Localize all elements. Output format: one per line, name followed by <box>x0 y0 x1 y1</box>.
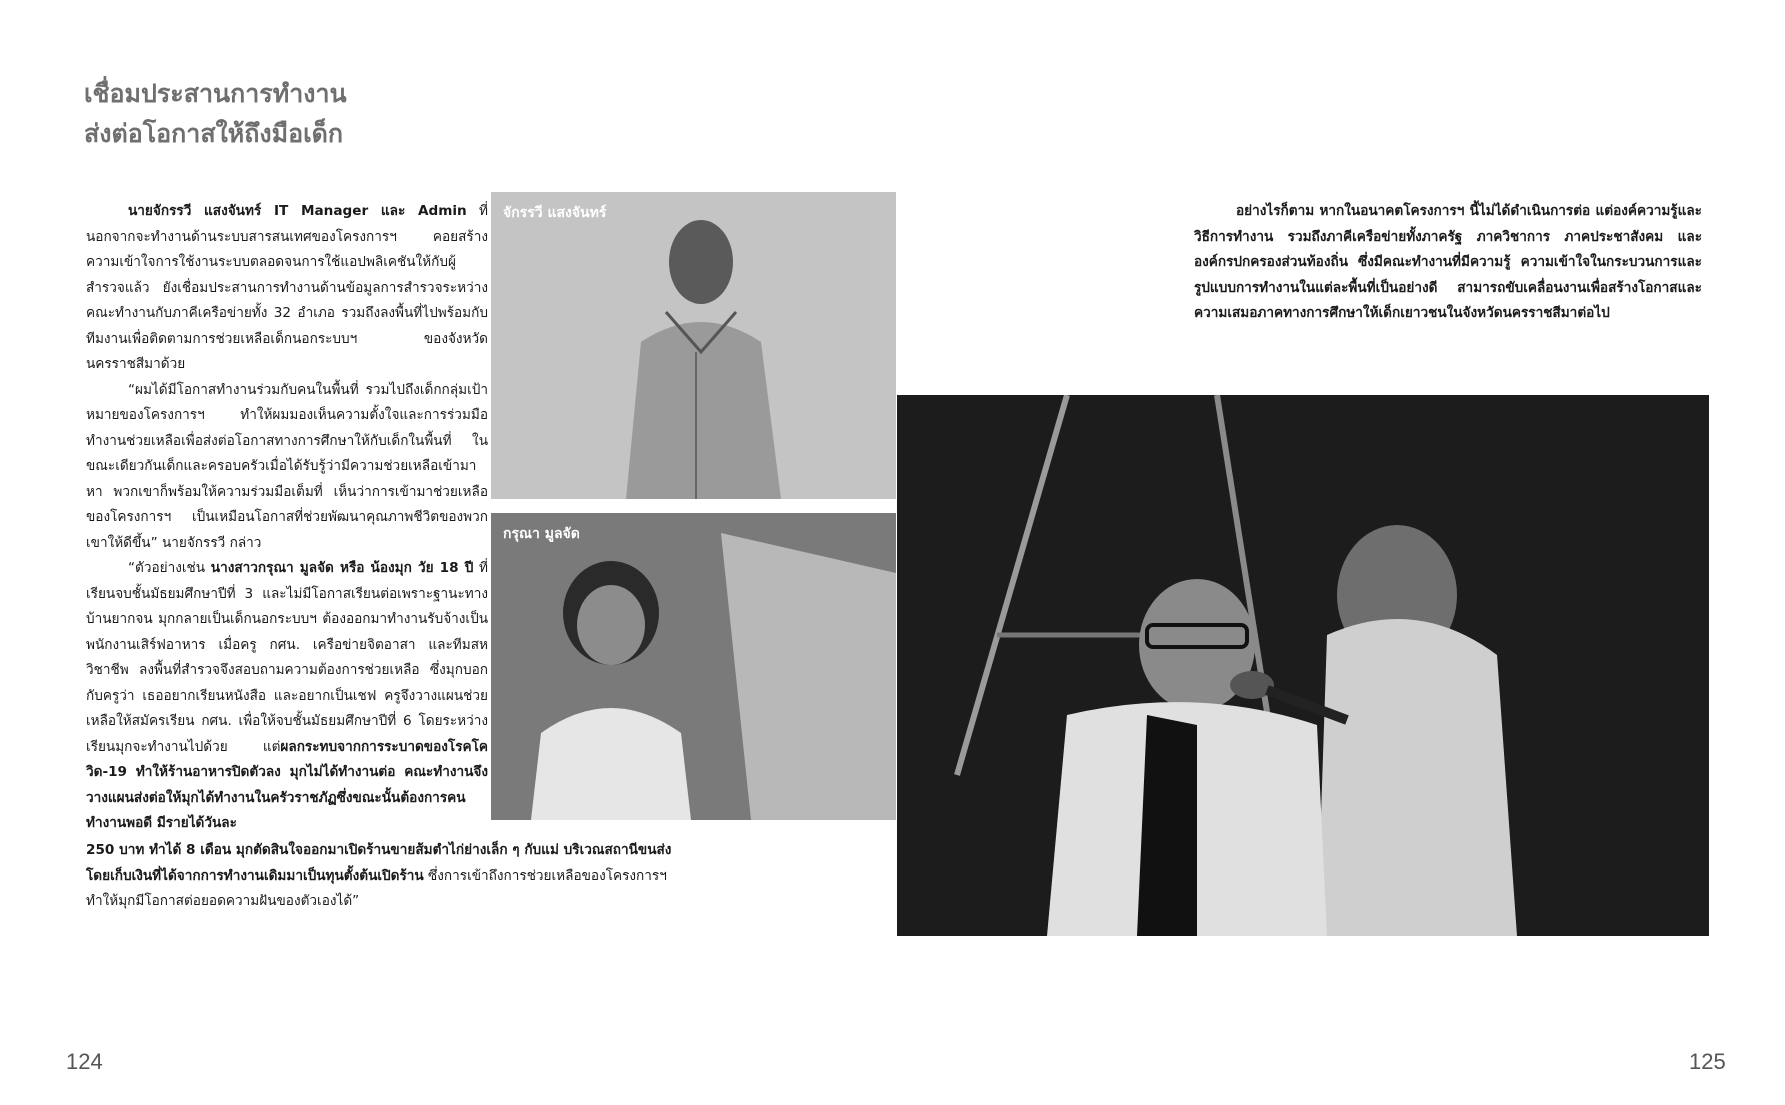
right-text-column <box>1194 199 1702 327</box>
page-number-left: 124 <box>66 1049 103 1074</box>
paragraph-3-continued-body: ซึ่งการเข้าถึงการช่วยเหลือของโครงการฯ ทำให้มุกมีโอกาสต่อยอดความฝันของตัวเองได้” <box>86 867 667 909</box>
page-number-right: 125 <box>1689 1049 1726 1074</box>
portrait-jakrawee-illustration <box>491 192 896 499</box>
paragraph-1-lead: นายจักรรวี แสงจันทร์ IT Manager และ Admin <box>128 203 467 219</box>
paragraph-3-impact: ผลกระทบจากการระบาดของโรคโควิด-19 ทำให้ร้านอาหารปิดตัวลง มุกไม่ได้ทำงานต่อ คณะทำงานจึงวางแผนส่งต่อให้มุกได้ทำงานในครัวราชภัฏซึ่งขณะนั้นต้องการคนทำงานพอดี มีรายได้วันละ <box>86 738 488 831</box>
paragraph-3-name: นางสาวกรุณา มูลจัด หรือ น้องมุก วัย 18 ปี <box>210 560 474 576</box>
boy-microphone-illustration <box>897 395 1709 936</box>
closing-paragraph: อย่างไรก็ตาม หากในอนาคตโครงการฯ นี้ไม่ได้ดำเนินการต่อ แต่องค์ความรู้และวิธีการทำงาน รวมถึงภาคีเครือข่ายทั้งภาครัฐ ภาควิชาการ ภาคประชาสังคม และองค์กรปกครองส่วนท้องถิ่น ซึ่งมีคณะทำงานที่มีความรู้ ความเข้าใจในกระบวนการและรูปแบบการทำงานในแต่ละพื้นที่เป็นอย่างดี สามารถขับเคลื่อนงานเพื่อสร้างโอกาสและความเสมอภาคทางการศึกษาให้เด็กเยาวชนในจังหวัดนครราชสีมาต่อไป <box>1194 203 1702 321</box>
portrait-photo-karuna <box>491 513 896 820</box>
group-photo-boy-with-microphone <box>897 395 1709 936</box>
section-heading <box>84 74 347 154</box>
portrait-photo-jakrawee <box>491 192 896 499</box>
paragraph-1-body: ที่นอกจากจะทำงานด้านระบบสารสนเทศของโครงการฯ คอยสร้างความเข้าใจการใช้งานระบบตลอดจนการใช้แอปพลิเคชันให้กับผู้สำรวจแล้ว ยังเชื่อมประสานการทำงานด้านข้อมูลการสำรวจระหว่างคณะทำงานกับภาคีเครือข่ายทั้ง 32 อำเภอ รวมถึงลงพื้นที่ไปพร้อมกับทีมงานเพื่อติดตามการช่วยเหลือเด็กนอกระบบฯ ของจังหวัดนครราชสีมาด้วย <box>86 203 488 372</box>
paragraph-3-continued <box>86 838 686 915</box>
paragraph-3-body: ที่เรียนจบชั้นมัธยมศึกษาปีที่ 3 และไม่มีโอกาสเรียนต่อเพราะฐานะทางบ้านยากจน มุกกลายเป็นเด็กนอกระบบฯ ต้องออกมาทำงานรับจ้างเป็นพนักงานเสิร์ฟอาหาร เมื่อครู กศน. เครือข่ายจิตอาสา และทีมสหวิชาชีพ ลงพื้นที่สำรวจจึงสอบถามความต้องการช่วยเหลือ ซึ่งมุกบอกกับครูว่า เธออยากเรียนหนังสือ และอยากเป็นเชฟ ครูจึงวางแผนช่วยเหลือให้สมัครเรียน กศน. เพื่อให้จบชั้นมัธยมศึกษาปีที่ 6 โดยระหว่างเรียนมุกจะทำงานไปด้วย แต่ <box>86 560 488 755</box>
paragraph-3-lead: “ตัวอย่างเช่น <box>128 560 211 576</box>
paragraph-2: “ผมได้มีโอกาสทำงานร่วมกับคนในพื้นที่ รวมไปถึงเด็กกลุ่มเป้าหมายของโครงการฯ ทำให้ผมมองเห็นความตั้งใจและการร่วมมือทำงานช่วยเหลือเพื่อส่งต่อโอกาสทางการศึกษาให้กับเด็กในพื้นที่ ในขณะเดียวกันเด็กและครอบครัวเมื่อได้รับรู้ว่ามีความช่วยเหลือเข้ามาหา พวกเขาก็พร้อมให้ความร่วมมือเต็มที่ เห็นว่าการเข้ามาช่วยเหลือของโครงการฯ เป็นเหมือนโอกาสที่ช่วยพัฒนาคุณภาพชีวิตของพวกเขาให้ดีขึ้น” นายจักรรวี กล่าว <box>86 381 488 551</box>
heading-line-1: เชื่อมประสานการทำงาน <box>84 79 347 108</box>
photo-caption-jakrawee: จักรรวี แสงจันทร์ <box>503 205 607 221</box>
paragraph-1 <box>86 199 488 378</box>
bottom-text-continuation <box>86 838 686 915</box>
left-text-column <box>86 199 488 837</box>
photo-caption-karuna: กรุณา มูลจัด <box>503 526 580 542</box>
paragraph-3-continued-bold: 250 บาท ทำได้ 8 เดือน มุกตัดสินใจออกมาเปิดร้านขายส้มตำไก่ย่างเล็ก ๆ กับแม่ บริเวณสถานีขนส่ง โดยเก็บเงินที่ได้จากการทำงานเดิมมาเป็นทุนตั้งต้นเปิดร้าน <box>86 842 672 884</box>
heading-line-2: ส่งต่อโอกาสให้ถึงมือเด็ก <box>84 119 344 148</box>
portrait-karuna-illustration <box>491 513 896 820</box>
paragraph-3 <box>86 556 488 837</box>
